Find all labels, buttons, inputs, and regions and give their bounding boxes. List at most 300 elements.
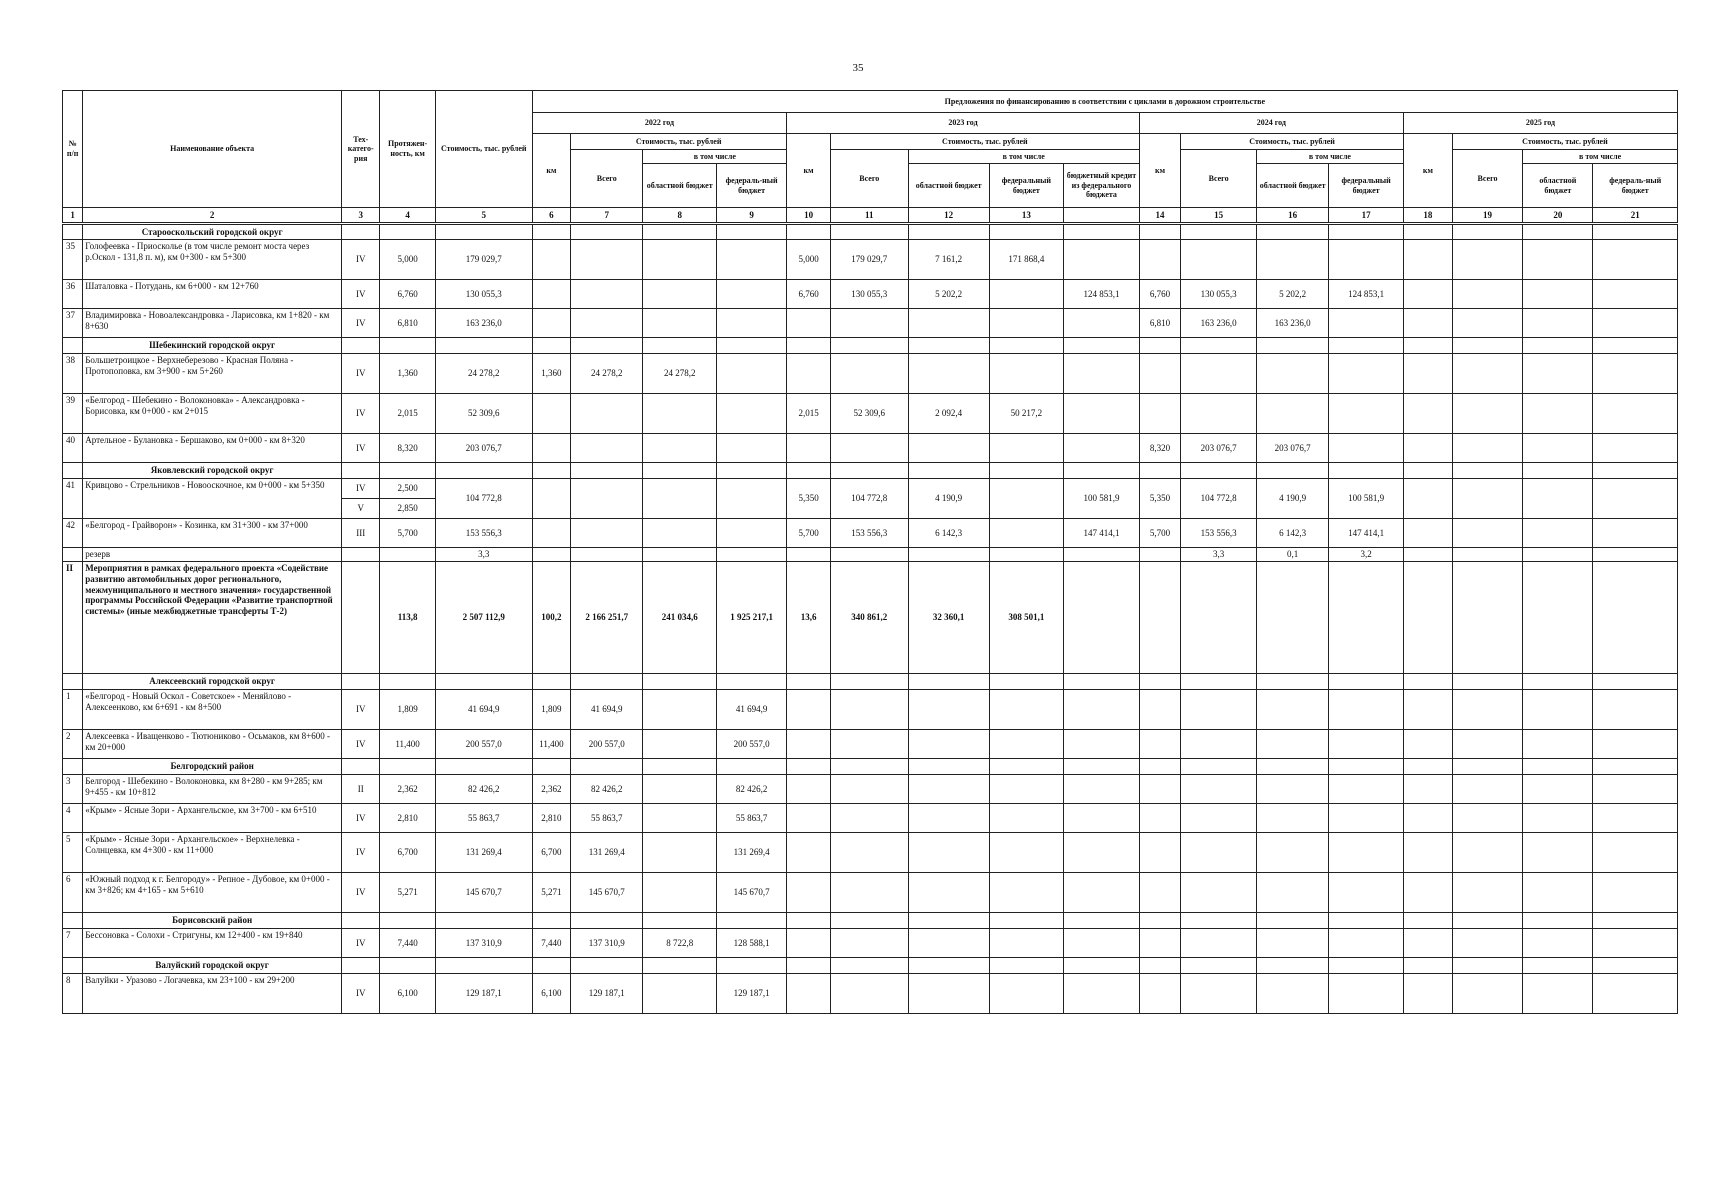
value-cell [908,974,989,1014]
empty-cell [435,759,532,775]
length-cell: 5,271 [380,873,435,913]
value-cell [1523,974,1593,1014]
value-cell [1064,548,1140,562]
header-regional-2022: областной бюджет [643,164,716,208]
header-total-2022: Всего [571,150,643,208]
row-number: 42 [63,519,83,548]
header-incl-2025: в том числе [1523,150,1678,164]
empty-cell [1064,759,1140,775]
value-cell: 145 670,7 [716,873,786,913]
table-row [63,833,1678,873]
value-cell [1064,434,1140,463]
value-cell: 55 863,7 [716,804,786,833]
value-cell: 82 426,2 [716,775,786,804]
row-number: 8 [63,974,83,1014]
value-cell [1452,280,1522,309]
value-cell [1139,974,1181,1014]
table-row [63,240,1678,280]
header-cost-2023: Стоимость, тыс. рублей [830,134,1139,150]
value-cell [830,929,908,958]
empty-cell [1139,958,1181,974]
header-incl-2024: в том числе [1256,150,1403,164]
header-cost-2022: Стоимость, тыс. рублей [571,134,787,150]
table-row [63,280,1678,309]
empty-cell [1593,674,1678,690]
value-cell [643,775,716,804]
row-number: 36 [63,280,83,309]
value-cell [716,354,786,394]
value-cell [571,434,643,463]
empty-cell [716,224,786,240]
value-cell: 124 853,1 [1329,280,1404,309]
value-cell [1452,479,1522,519]
value-cell: 24 278,2 [571,354,643,394]
value-cell [1256,804,1328,833]
header-name: Наименование объекта [83,91,342,208]
row-number: 4 [63,804,83,833]
empty-cell [1452,913,1522,929]
empty-cell [380,913,435,929]
empty-cell [380,759,435,775]
empty-cell [435,338,532,354]
empty-cell [1329,463,1404,479]
empty-cell [1329,913,1404,929]
empty-cell [1181,674,1257,690]
value-cell [1593,434,1678,463]
value-cell [1593,873,1678,913]
value-cell [908,833,989,873]
value-cell [716,240,786,280]
object-name: Владимировка - Новоалександровка - Ларисовка, км 1+820 - км 8+630 [83,309,342,338]
value-cell [989,280,1064,309]
value-cell: 7 161,2 [908,240,989,280]
value-cell [1403,548,1452,562]
empty-cell [1256,463,1328,479]
value-cell [908,775,989,804]
header-km-2023: км [787,134,831,208]
value-cell [1329,730,1404,759]
value-cell: 5,000 [787,240,831,280]
object-name: Алексеевка - Иващенково - Тютюниково - Осьмаков, км 8+600 - км 20+000 [83,730,342,759]
row-number: 39 [63,394,83,434]
object-name: Шаталовка - Потудань, км 6+000 - км 12+760 [83,280,342,309]
empty-cell [643,463,716,479]
cost-cell: 3,3 [435,548,532,562]
length-cell: 6,100 [380,974,435,1014]
section-label: Старооскольский городской округ [83,224,342,240]
value-cell [1593,690,1678,730]
section-num-cell [63,913,83,929]
value-cell: 130 055,3 [1181,280,1257,309]
cost-cell: 104 772,8 [435,479,532,519]
value-cell [989,519,1064,548]
empty-cell [1329,338,1404,354]
value-cell [908,548,989,562]
empty-cell [1403,913,1452,929]
category-cell: IV [342,394,380,434]
value-cell [532,394,570,434]
section-label: Белгородский район [83,759,342,775]
value-cell: 3,3 [1181,548,1257,562]
value-cell [1064,562,1140,674]
value-cell: 203 076,7 [1181,434,1257,463]
value-cell [1593,394,1678,434]
table-row [63,873,1678,913]
value-cell: 4 190,9 [908,479,989,519]
value-cell [1593,280,1678,309]
header-total-2024: Всего [1181,150,1257,208]
value-cell [787,690,831,730]
value-cell [716,479,786,519]
section-label: Яковлевский городской округ [83,463,342,479]
value-cell [1452,804,1522,833]
empty-cell [1256,958,1328,974]
financing-table [62,90,1678,1014]
header-incl-2022: в том числе [643,150,787,164]
row-number: II [63,562,83,674]
empty-cell [1452,958,1522,974]
row-number: 3 [63,775,83,804]
value-cell [1064,394,1140,434]
value-cell [1523,873,1593,913]
empty-cell [342,338,380,354]
value-cell [716,394,786,434]
value-cell [1064,775,1140,804]
empty-cell [989,674,1064,690]
value-cell: 11,400 [532,730,570,759]
category-cell: IV [342,354,380,394]
value-cell [1523,519,1593,548]
column-number: 14 [1139,208,1181,224]
value-cell [1523,548,1593,562]
value-cell [643,730,716,759]
empty-cell [571,913,643,929]
object-name: «Белгород - Новый Оскол - Советское» - Меняйлово - Алексеенково, км 6+691 - км 8+500 [83,690,342,730]
value-cell: 129 187,1 [571,974,643,1014]
value-cell [989,309,1064,338]
category-cell: IV [342,309,380,338]
section-row [63,759,1678,775]
value-cell: 104 772,8 [1181,479,1257,519]
value-cell: 2 092,4 [908,394,989,434]
cost-cell: 129 187,1 [435,974,532,1014]
table-row [63,804,1678,833]
value-cell [1523,730,1593,759]
value-cell [989,873,1064,913]
value-cell: 179 029,7 [830,240,908,280]
value-cell: 203 076,7 [1256,434,1328,463]
value-cell [787,775,831,804]
value-cell [787,804,831,833]
empty-cell [787,913,831,929]
category-cell: IV [342,804,380,833]
value-cell [830,434,908,463]
value-cell [1064,873,1140,913]
empty-cell [1139,674,1181,690]
value-cell [571,240,643,280]
cost-cell: 2 507 112,9 [435,562,532,674]
empty-cell [1256,759,1328,775]
value-cell [1139,833,1181,873]
table-row [63,394,1678,434]
empty-cell [435,913,532,929]
value-cell: 129 187,1 [716,974,786,1014]
value-cell [787,548,831,562]
empty-cell [830,338,908,354]
length-cell: 2,362 [380,775,435,804]
category-cell: IV [342,690,380,730]
column-number: 4 [380,208,435,224]
value-cell: 128 588,1 [716,929,786,958]
empty-cell [908,463,989,479]
length-cell: 1,360 [380,354,435,394]
empty-cell [532,958,570,974]
column-number: 17 [1329,208,1404,224]
empty-cell [532,224,570,240]
empty-cell [571,463,643,479]
row-number: 35 [63,240,83,280]
value-cell [1329,873,1404,913]
empty-cell [989,224,1064,240]
category-cell [342,479,380,519]
section-row [63,224,1678,240]
value-cell [1523,804,1593,833]
value-cell: 6 142,3 [908,519,989,548]
value-cell [1329,562,1404,674]
row-number: 7 [63,929,83,958]
value-cell [908,434,989,463]
empty-cell [989,759,1064,775]
value-cell [1452,394,1522,434]
column-number: 1 [63,208,83,224]
header-regional-2023: областной бюджет [908,164,989,208]
column-number-row [63,208,1678,224]
value-cell [1139,240,1181,280]
value-cell: 4 190,9 [1256,479,1328,519]
empty-cell [1064,674,1140,690]
empty-cell [1593,224,1678,240]
length-cell: 113,8 [380,562,435,674]
value-cell [1064,354,1140,394]
cost-cell: 41 694,9 [435,690,532,730]
value-cell: 7,440 [532,929,570,958]
value-cell [1139,394,1181,434]
value-cell [830,354,908,394]
value-cell [1064,833,1140,873]
value-cell [989,548,1064,562]
table-row [63,690,1678,730]
empty-cell [1256,224,1328,240]
category-cell: IV [342,240,380,280]
value-cell [1181,804,1257,833]
value-cell: 308 501,1 [989,562,1064,674]
value-cell: 131 269,4 [716,833,786,873]
empty-cell [571,958,643,974]
empty-cell [1064,224,1140,240]
table-row [63,929,1678,958]
length-cell: 6,810 [380,309,435,338]
value-cell [1523,434,1593,463]
column-number: 11 [830,208,908,224]
value-cell [787,873,831,913]
value-cell [1139,548,1181,562]
value-cell [830,804,908,833]
category-cell: IV [342,873,380,913]
value-cell [532,519,570,548]
value-cell: 1 925 217,1 [716,562,786,674]
empty-cell [1181,913,1257,929]
column-number: 18 [1403,208,1452,224]
value-cell [1064,929,1140,958]
value-cell [1139,354,1181,394]
value-cell [1256,730,1328,759]
empty-cell [989,463,1064,479]
value-cell: 5,271 [532,873,570,913]
empty-cell [1523,958,1593,974]
value-cell [643,833,716,873]
table-row [63,309,1678,338]
empty-cell [1181,338,1257,354]
value-cell [830,873,908,913]
empty-cell [380,958,435,974]
value-cell [1181,873,1257,913]
length-cell: 1,809 [380,690,435,730]
value-cell [1256,833,1328,873]
empty-cell [380,674,435,690]
section-label: Борисовский район [83,913,342,929]
value-cell [1329,929,1404,958]
header-num: № п/п [63,91,83,208]
value-cell: 5,350 [1139,479,1181,519]
object-name: Бессоновка - Солохи - Стригуны, км 12+400 - км 19+840 [83,929,342,958]
value-cell [1593,562,1678,674]
empty-cell [830,913,908,929]
value-cell: 13,6 [787,562,831,674]
empty-cell [1064,958,1140,974]
value-cell [908,730,989,759]
cost-cell: 130 055,3 [435,280,532,309]
value-cell [989,730,1064,759]
value-cell [1403,479,1452,519]
value-cell: 124 853,1 [1064,280,1140,309]
header-credit-2023: бюджетный кредит из федерального бюджета [1064,164,1140,208]
section-num-cell [63,759,83,775]
empty-cell [1523,463,1593,479]
value-cell [908,873,989,913]
value-cell [989,974,1064,1014]
value-cell [787,309,831,338]
value-cell: 200 557,0 [716,730,786,759]
cost-cell: 24 278,2 [435,354,532,394]
value-cell [787,434,831,463]
value-cell [830,309,908,338]
value-cell [571,519,643,548]
header-cost-2025: Стоимость, тыс. рублей [1452,134,1677,150]
value-cell [1064,240,1140,280]
value-cell [1452,929,1522,958]
value-cell: 5 202,2 [1256,280,1328,309]
value-cell [1523,479,1593,519]
value-cell: 2,810 [532,804,570,833]
value-cell [830,974,908,1014]
value-cell: 24 278,2 [643,354,716,394]
empty-cell [787,674,831,690]
row-number: 37 [63,309,83,338]
value-cell: 1,360 [532,354,570,394]
value-cell [643,873,716,913]
empty-cell [380,224,435,240]
value-cell [1181,730,1257,759]
value-cell: 200 557,0 [571,730,643,759]
column-number: 21 [1593,208,1678,224]
empty-cell [908,338,989,354]
column-number: 13 [989,208,1064,224]
value-cell [1403,833,1452,873]
value-cell [908,690,989,730]
empty-cell [830,759,908,775]
value-cell: 41 694,9 [571,690,643,730]
empty-cell [1064,913,1140,929]
value-cell [1452,873,1522,913]
empty-cell [1181,759,1257,775]
value-cell [643,519,716,548]
value-cell [830,690,908,730]
empty-cell [716,338,786,354]
object-name: Кривцово - Стрельников - Новооскочное, км 0+000 - км 5+350 [83,479,342,519]
value-cell [989,804,1064,833]
empty-cell [571,759,643,775]
value-cell: 6,100 [532,974,570,1014]
object-name: Большетроицкое - Верхнеберезово - Красная Поляна - Протопоповка, км 3+900 - км 5+260 [83,354,342,394]
length-cell [380,548,435,562]
value-cell [571,394,643,434]
value-cell: 41 694,9 [716,690,786,730]
section-row [63,674,1678,690]
empty-cell [1139,224,1181,240]
value-cell [532,479,570,519]
value-cell [1181,562,1257,674]
value-cell: 8,320 [1139,434,1181,463]
value-cell: 100,2 [532,562,570,674]
empty-cell [1403,759,1452,775]
value-cell [716,548,786,562]
value-cell [908,354,989,394]
empty-cell [787,463,831,479]
value-cell [989,833,1064,873]
header-federal-2025: федераль-ный бюджет [1593,164,1678,208]
empty-cell [908,958,989,974]
value-cell [1329,434,1404,463]
empty-cell [1181,958,1257,974]
row-number: 5 [63,833,83,873]
category-cell: IV [342,434,380,463]
value-cell [1329,775,1404,804]
value-cell [1452,240,1522,280]
value-cell [1403,434,1452,463]
empty-cell [830,463,908,479]
empty-cell [1139,338,1181,354]
header-regional-2025: областной бюджет [1523,164,1593,208]
value-cell [532,434,570,463]
value-cell [830,775,908,804]
value-cell [643,394,716,434]
value-cell: 131 269,4 [571,833,643,873]
section-num-cell [63,463,83,479]
value-cell [1593,354,1678,394]
cost-cell: 82 426,2 [435,775,532,804]
length-cell: 6,760 [380,280,435,309]
value-cell [1329,690,1404,730]
